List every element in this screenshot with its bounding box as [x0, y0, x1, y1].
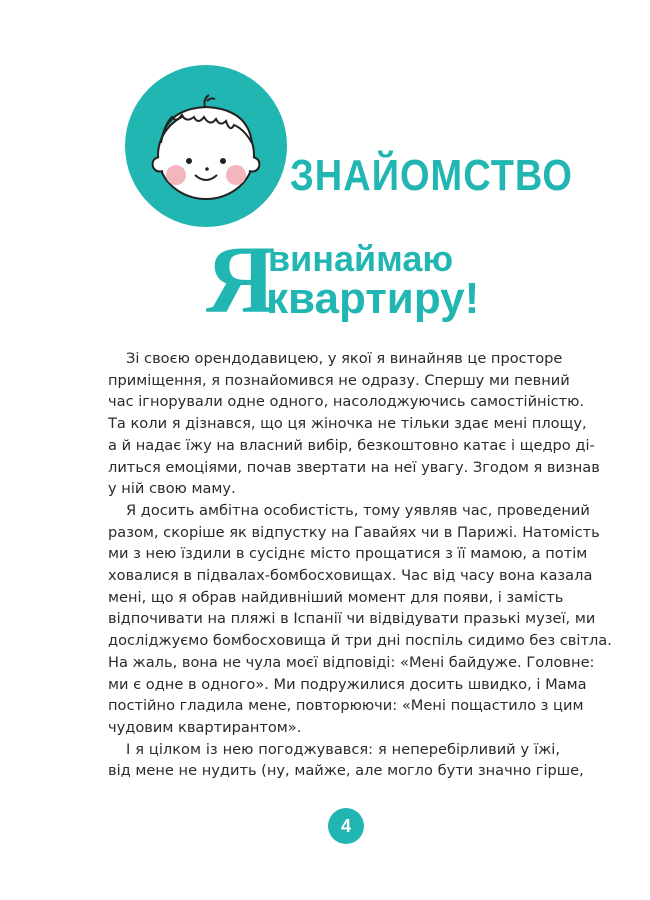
text-line: На жаль, вона не чула моєї відповіді: «Мені байдуже. Головне:: [108, 653, 595, 671]
body-text: [108, 348, 612, 782]
page-number: 4: [328, 808, 364, 844]
text-line: литься емоціями, почав звертати на неї увагу. Згодом я визнав: [108, 458, 600, 476]
text-line: мені, що я обрав найдивніший момент для появи, і замість: [108, 588, 564, 606]
chapter-illustration: [125, 65, 287, 227]
text-line: Та коли я дізнався, що ця жіночка не тільки здає мені площу,: [108, 415, 587, 433]
text-line: досліджуємо бомбосховища й три дні поспіль сидимо без світла.: [108, 632, 612, 650]
text-line: І я цілком із нею погоджувався: я неперебірливий у їжі,: [126, 740, 560, 758]
text-line: у ній свою маму.: [108, 480, 236, 498]
section-label: ЗНАЙОМСТВО: [290, 152, 573, 201]
text-line: а й надає їжу на власний вибір, безкоштовно катає і щедро ді-: [108, 436, 595, 454]
baby-face-icon: [125, 65, 287, 227]
text-line: від мене не нудить (ну, майже, але могло бути значно гірше,: [108, 762, 584, 780]
text-line: відпочивати на пляжі в Іспанії чи відвідувати празькі музеї, ми: [108, 610, 596, 628]
text-line: Я досить амбітна особистість, тому уявляв час, проведений: [126, 501, 590, 519]
text-line: чудовим квартирантом».: [108, 718, 302, 736]
text-line: ховалися в підвалах-бомбосховищах. Час від часу вона казала: [108, 567, 593, 585]
text-line: час ігнорували одне одного, насолоджуючись самостійністю.: [108, 393, 585, 411]
text-line: Зі своєю орендодавицею, у якої я винайняв це просторе: [126, 350, 563, 367]
text-line: ми з нею їздили в сусіднє місто прощатися з її мамою, а потім: [108, 545, 588, 563]
title-big-letter: Я: [206, 226, 276, 333]
text-line: постійно гладила мене, повторюючи: «Мені пощастило з цим: [108, 697, 584, 715]
text-line: приміщення, я познайомився не одразу. Спершу ми певний: [108, 371, 570, 389]
title-line-2: квартиру!: [266, 274, 480, 323]
text-line: разом, скоріше як відпустку на Гавайях чи в Парижі. Натомість: [108, 523, 600, 541]
title-line-1: винаймаю: [268, 238, 454, 279]
text-line: ми є одне в одного». Ми подружилися досить швидко, і Мама: [108, 675, 587, 693]
